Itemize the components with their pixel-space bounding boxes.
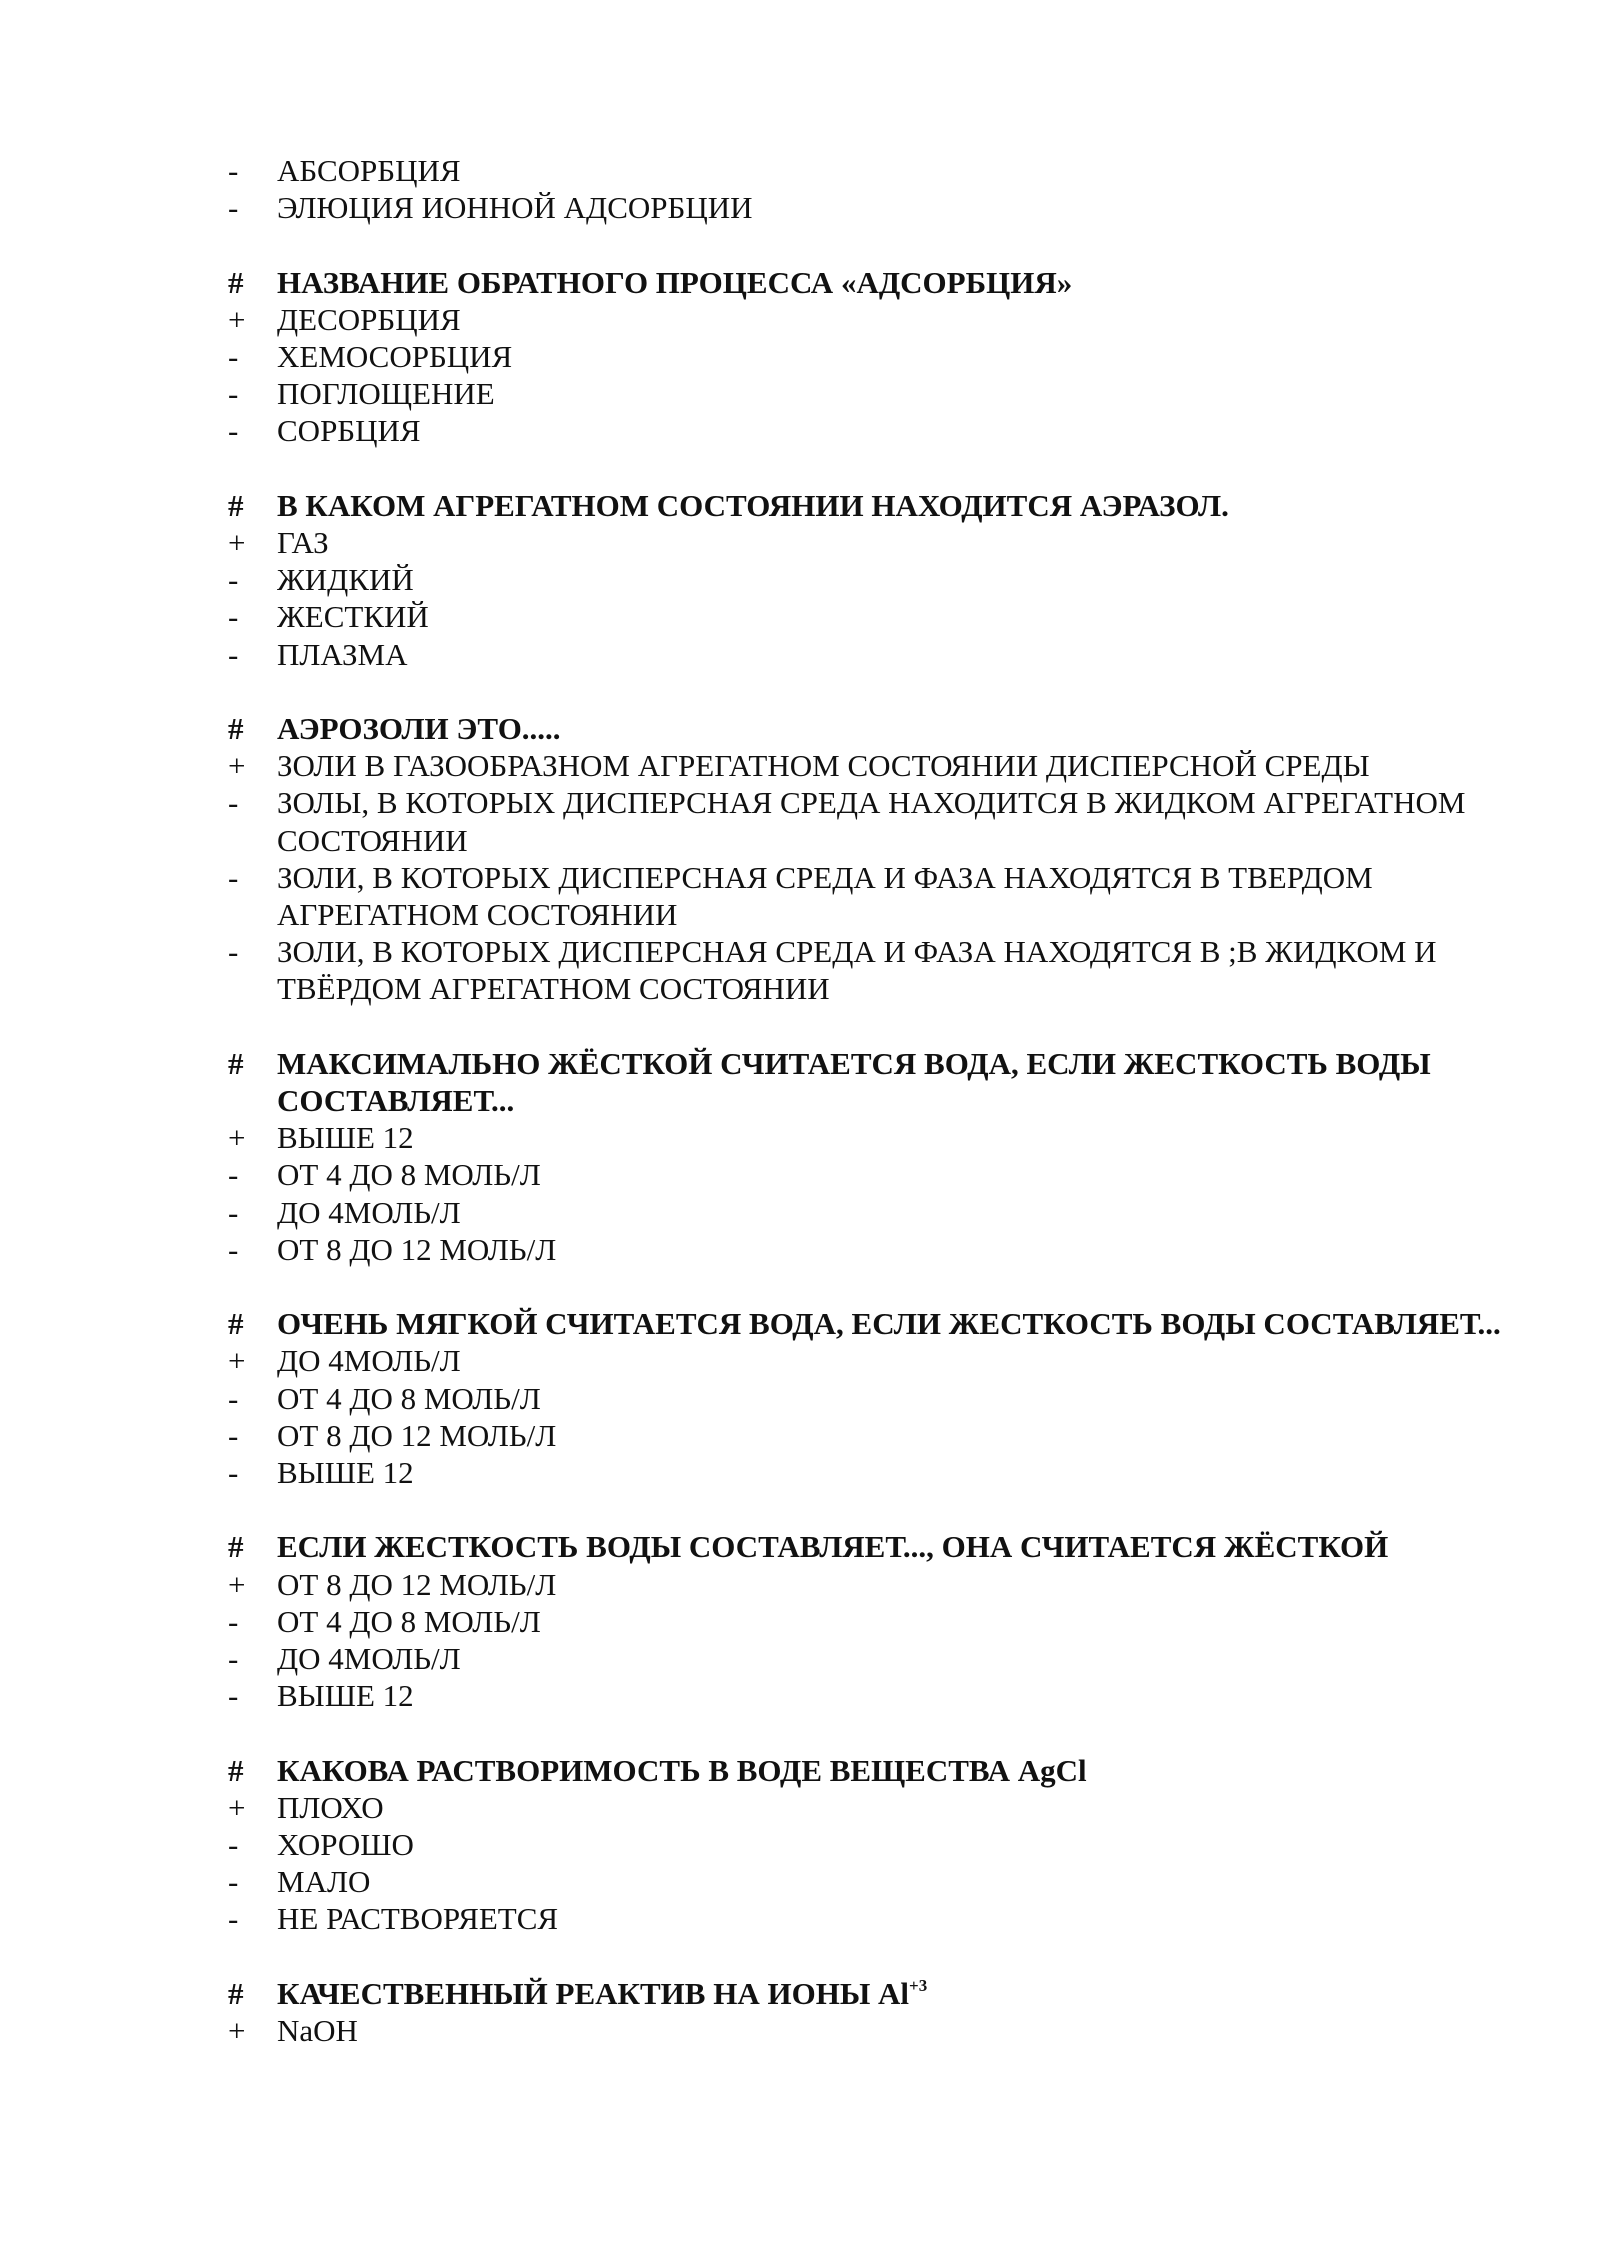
answer-option [228,1156,1528,1193]
answer-option [228,338,1528,375]
answer-marker: + [228,1343,246,1379]
answer-option [228,1826,1528,1863]
answer-text: ОТ 4 ДО 8 МОЛЬ/Л [277,1603,541,1639]
question-text: АЭРОЗОЛИ ЭТО..... [277,711,561,746]
answer-marker: + [228,1566,246,1602]
answer-option [228,1380,1528,1417]
document-page [228,152,1528,2049]
answer-text: АБСОРБЦИЯ [277,153,461,188]
answer-option [228,1566,1528,1603]
answer-text: ЗОЛИ, В КОТОРЫХ ДИСПЕРСНАЯ СРЕДА И ФАЗА НАХОДЯТСЯ В ТВЕРДОМ АГРЕГАТНОМ СОСТОЯНИИ [277,859,1373,933]
answer-marker: - [228,1827,239,1863]
answer-option [228,524,1528,561]
answer-text: NaOH [277,2013,358,2049]
answer-option [228,1640,1528,1677]
answer-text: ВЫШЕ 12 [277,1120,414,1156]
answer-marker: - [228,1455,239,1491]
answer-marker: - [228,1901,239,1937]
answer-option [228,189,1528,226]
question-marker: # [228,711,244,746]
answer-option [228,412,1528,449]
answer-text: ХЕМОСОРБЦИЯ [277,339,513,374]
answer-marker: - [228,1380,239,1416]
answer-option [228,1863,1528,1900]
answer-marker: + [228,2013,246,2049]
spacer [228,226,1528,263]
answer-marker: + [228,1120,246,1156]
question-text: МАКСИМАЛЬНО ЖЁСТКОЙ СЧИТАЕТСЯ ВОДА, ЕСЛИ ЖЕСТКОСТЬ ВОДЫ СОСТАВЛЯЕТ... [277,1045,1431,1119]
answer-text: ДО 4МОЛЬ/Л [277,1194,461,1230]
spacer [228,1268,1528,1305]
answer-text: ПЛОХО [277,1789,384,1825]
question [228,1045,1528,1119]
answer-marker: - [228,153,239,188]
spacer [228,450,1528,487]
answer-marker: + [228,525,246,560]
answer-text: ЖИДКИЙ [277,562,414,598]
question-text: ЕСЛИ ЖЕСТКОСТЬ ВОДЫ СОСТАВЛЯЕТ..., ОНА СЧИТАЕТСЯ ЖЁСТКОЙ [277,1529,1389,1565]
answer-option [228,1677,1528,1714]
answer-marker: - [228,413,239,449]
superscript-charge: +3 [909,1975,928,1995]
answer-marker: - [228,1603,239,1639]
answer-marker: - [228,599,239,635]
answer-option [228,152,1528,189]
question-text: ОЧЕНЬ МЯГКОЙ СЧИТАЕТСЯ ВОДА, ЕСЛИ ЖЕСТКОСТЬ ВОДЫ СОСТАВЛЯЕТ... [277,1306,1501,1342]
question-marker: # [228,487,244,523]
answer-option [228,1454,1528,1491]
answer-marker: - [228,859,239,895]
question-marker: # [228,1306,244,1342]
answer-option [228,301,1528,338]
answer-marker: - [228,1678,239,1714]
question-text: В КАКОМ АГРЕГАТНОМ СОСТОЯНИИ НАХОДИТСЯ АЭРАЗОЛ. [277,487,1229,523]
answer-marker: + [228,748,246,784]
spacer [228,673,1528,710]
answer-option [228,2012,1528,2049]
answer-text: СОРБЦИЯ [277,413,421,449]
question-marker: # [228,264,244,300]
spacer [228,1714,1528,1751]
question [228,710,1528,747]
question [228,264,1528,301]
answer-option [228,1789,1528,1826]
question [228,1752,1528,1789]
spacer [228,1491,1528,1528]
answer-option [228,561,1528,598]
answer-text: ПОГЛОЩЕНИЕ [277,376,495,412]
answer-option [228,1119,1528,1156]
question [228,487,1528,524]
answer-option [228,1342,1528,1379]
answer-option [228,747,1528,784]
question-marker: # [228,1045,244,1081]
answer-text: ОТ 4 ДО 8 МОЛЬ/Л [277,1157,541,1193]
answer-option [228,598,1528,635]
answer-option [228,1194,1528,1231]
answer-option [228,636,1528,673]
question-marker: # [228,1752,244,1788]
answer-marker: - [228,339,239,374]
spacer [228,1008,1528,1045]
answer-text: НЕ РАСТВОРЯЕТСЯ [277,1901,559,1937]
question [228,1528,1528,1565]
answer-text: МАЛО [277,1864,371,1900]
answer-marker: - [228,636,239,672]
answer-marker: - [228,1194,239,1230]
answer-text: ОТ 8 ДО 12 МОЛЬ/Л [277,1231,557,1267]
answer-text: ВЫШЕ 12 [277,1678,414,1714]
answer-marker: - [228,562,239,598]
question-text: КАЧЕСТВЕННЫЙ РЕАКТИВ НА ИОНЫ Al [277,1975,910,2011]
question [228,1305,1528,1342]
answer-option [228,859,1528,933]
answer-marker: - [228,1231,239,1267]
answer-marker: - [228,376,239,412]
answer-text: ДЕСОРБЦИЯ [277,301,461,337]
answer-option [228,1900,1528,1937]
answer-marker: - [228,785,239,821]
answer-text: ЗОЛИ, В КОТОРЫХ ДИСПЕРСНАЯ СРЕДА И ФАЗА НАХОДЯТСЯ В ;В ЖИДКОМ И ТВЁРДОМ АГРЕГАТНОМ СОСТОЯНИИ [277,934,1437,1007]
answer-option [228,375,1528,412]
answer-text: ОТ 4 ДО 8 МОЛЬ/Л [277,1380,541,1416]
answer-marker: - [228,1864,239,1900]
spacer [228,1938,1528,1975]
answer-marker: - [228,1641,239,1677]
answer-text: ПЛАЗМА [277,636,408,672]
answer-text: ВЫШЕ 12 [277,1455,414,1491]
answer-marker: + [228,301,246,337]
question-marker: # [228,1529,244,1565]
answer-marker: - [228,190,239,226]
answer-option [228,933,1528,1007]
answer-text: ЗОЛЫ, В КОТОРЫХ ДИСПЕРСНАЯ СРЕДА НАХОДИТСЯ В ЖИДКОМ АГРЕГАТНОМ СОСТОЯНИИ [277,785,1466,858]
answer-marker: + [228,1789,246,1825]
answer-option [228,1417,1528,1454]
answer-text: ОТ 8 ДО 12 МОЛЬ/Л [277,1417,557,1453]
answer-option [228,1231,1528,1268]
question-text: КАКОВА РАСТВОРИМОСТЬ В ВОДЕ ВЕЩЕСТВА AgCl [277,1752,1087,1788]
answer-option [228,1603,1528,1640]
answer-text: ЖЕСТКИЙ [277,599,429,635]
question-text: НАЗВАНИЕ ОБРАТНОГО ПРОЦЕССА «АДСОРБЦИЯ» [277,264,1073,300]
answer-text: ЭЛЮЦИЯ ИОННОЙ АДСОРБЦИИ [277,190,753,226]
answer-text: ДО 4МОЛЬ/Л [277,1641,461,1677]
answer-text: ЗОЛИ В ГАЗООБРАЗНОМ АГРЕГАТНОМ СОСТОЯНИИ ДИСПЕРСНОЙ СРЕДЫ [277,748,1370,784]
answer-text: ДО 4МОЛЬ/Л [277,1343,461,1379]
answer-marker: - [228,1417,239,1453]
answer-text: ОТ 8 ДО 12 МОЛЬ/Л [277,1566,557,1602]
answer-text: ГАЗ [277,525,329,560]
question [228,1975,1528,2012]
answer-marker: - [228,1157,239,1193]
answer-option [228,784,1528,858]
answer-text: ХОРОШО [277,1827,414,1863]
question-marker: # [228,1975,244,2011]
answer-marker: - [228,934,239,970]
